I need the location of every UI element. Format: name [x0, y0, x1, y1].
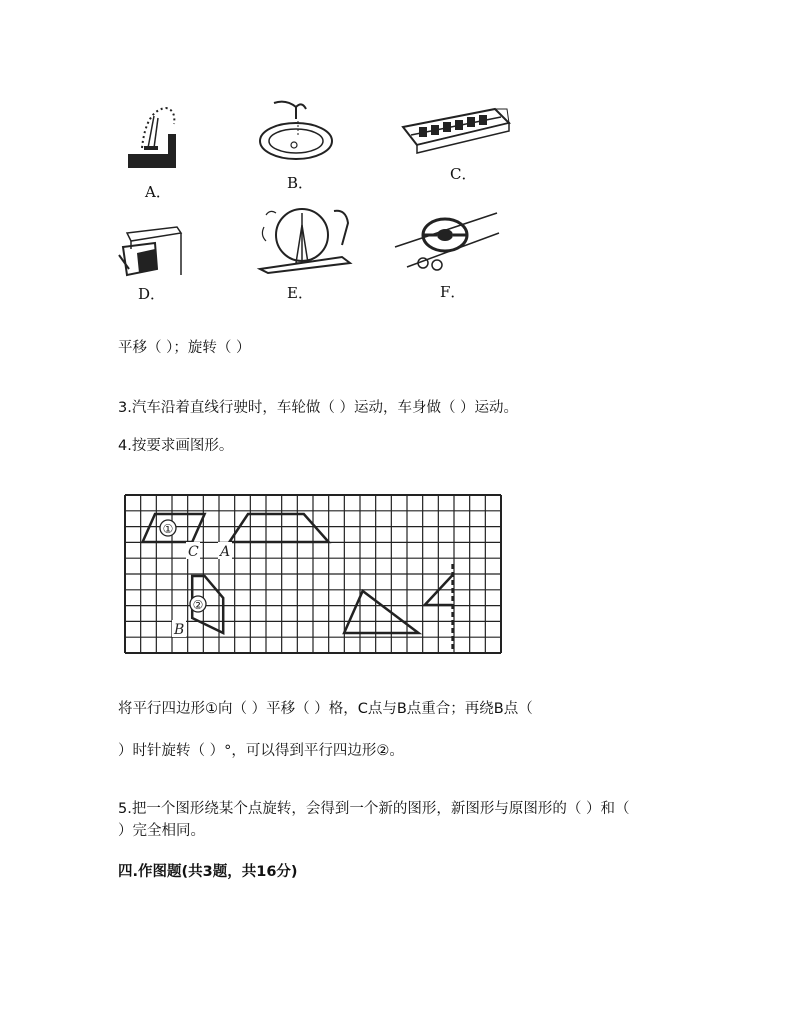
section-title: 四.作图题(共3题，共16分) — [118, 864, 298, 880]
picture-label-c: C． — [450, 165, 477, 183]
point-label-a: A — [220, 544, 231, 560]
q5-text-2: ）完全相同。 — [118, 823, 205, 839]
q4-instruction-2: ）时针旋转（ ）°，可以得到平行四边形②。 — [118, 743, 404, 759]
abacus-icon — [395, 105, 515, 155]
swing-icon — [124, 104, 180, 170]
q3-text: 3.汽车沿着直线行驶时，车轮做（ ）运动，车身做（ ）运动。 — [118, 400, 519, 416]
picture-label-a: A． — [145, 183, 171, 201]
shape-label-2: ② — [192, 598, 204, 612]
q4-instruction-1: 将平行四边形①向（ ）平移（ ）格，C点与B点重合；再绕B点（ — [118, 701, 533, 717]
faucet-sink-icon — [256, 97, 336, 163]
q4-title: 4.按要求画图形。 — [118, 438, 234, 454]
drawing-grid — [124, 494, 502, 654]
trapezoid-a — [229, 514, 328, 542]
picture-label-e: E． — [287, 284, 313, 302]
picture-label-d: D． — [138, 285, 166, 303]
globe-icon — [256, 205, 356, 275]
shape-label-1: ① — [162, 522, 174, 536]
picture-label-b: B． — [287, 174, 314, 192]
q5-text-1: 5.把一个图形绕某个点旋转，会得到一个新的图形，新图形与原图形的（ ）和（ — [118, 801, 630, 817]
q2-answer-line: 平移（ ）；旋转（ ） — [118, 340, 251, 356]
point-label-b: B — [174, 622, 185, 638]
steering-wheel-icon — [393, 207, 503, 275]
picture-label-f: F． — [440, 283, 466, 301]
drawer-icon — [117, 225, 183, 281]
point-label-c: C — [188, 544, 199, 560]
